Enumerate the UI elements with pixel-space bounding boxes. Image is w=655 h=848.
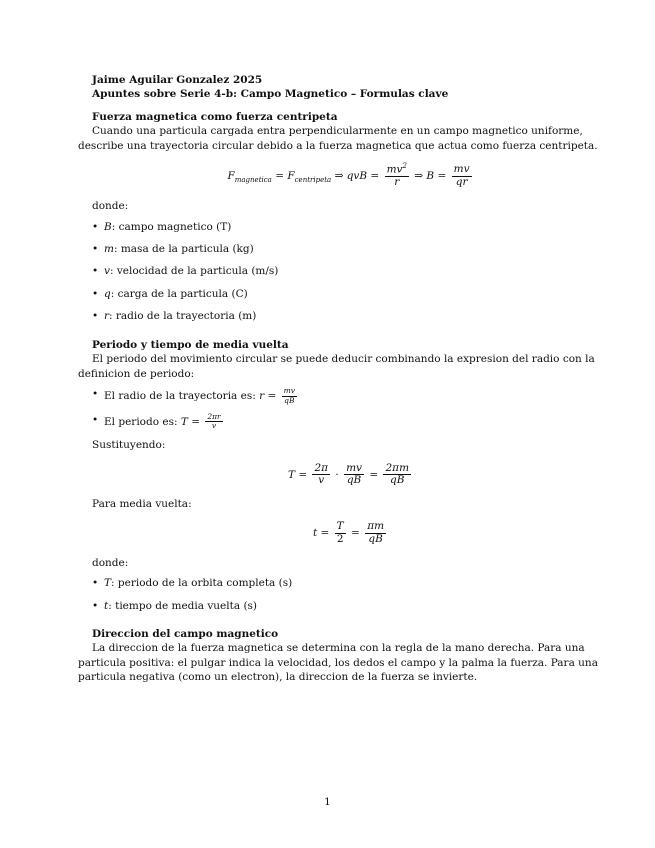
section3-body: La direccion de la fuerza magnetica se determina con la regla de la mano derecha. Para una particula positiva: el pulgar indica la velocidad, los dedos el campo y la palma la fuerza. Para una particula negativa (como un electron), la direccion de la fuerza se invierte. xyxy=(78,642,598,684)
definition-item: • B: campo magnetico (T) xyxy=(92,220,592,234)
substituting-label: Sustituyendo: xyxy=(92,439,166,452)
half-turn-label: Para media vuelta: xyxy=(92,497,192,510)
equation-period: T = $\frac{2\pi}{v}$ · $\frac{mv}{qB}$ = $\frac{2\pi m}{qB}$ xyxy=(287,461,410,487)
section1-intro: Cuando una particula cargada entra perpendicularmente en un campo magnetico uniforme, describe una trayectoria circular debido a la fuerza magnetica que actua como fuerza centripeta. xyxy=(78,125,598,152)
section2-intro: El periodo del movimiento circular se puede deducir combinando la expresion del radio con la definicion de periodo: xyxy=(78,353,595,380)
equation-centripetal: $F_{magnetica} = F_{centripeta}$ ⇒ qvB = $\frac{mv^2}{r}$ ⇒ B = $\frac{mv}{qr}$ xyxy=(227,162,470,189)
where-label-2: donde: xyxy=(92,556,129,569)
author-line: Jaime Aguilar Gonzalez 2025 xyxy=(92,74,263,86)
period-formula-item: • El periodo es: T = $\frac{2\pi r}{v}$ xyxy=(92,413,592,431)
definition-item: • t: tiempo de media vuelta (s) xyxy=(92,599,592,613)
definition-list-1 xyxy=(92,220,592,324)
where-label-1: donde: xyxy=(92,200,129,213)
formula-list xyxy=(92,387,592,430)
page-number: 1 xyxy=(324,796,331,808)
document-title: Apuntes sobre Serie 4-b: Campo Magnetico – Formulas clave xyxy=(92,88,449,101)
document-page xyxy=(78,73,598,685)
section-heading-centripetal: Fuerza magnetica como fuerza centripeta xyxy=(92,110,338,123)
definition-item: • r: radio de la trayectoria (m) xyxy=(92,309,592,323)
radius-formula-item: • El radio de la trayectoria es: r = $\frac{mv}{qB}$ xyxy=(92,387,592,405)
definition-item: • m: masa de la particula (kg) xyxy=(92,242,592,256)
definition-item: • T: periodo de la orbita completa (s) xyxy=(92,576,592,590)
equation-half-turn: t = $\frac{T}{2}$ = $\frac{\pi m}{qB}$ xyxy=(312,520,385,545)
section-heading-direction: Direccion del campo magnetico xyxy=(92,627,279,640)
section-heading-period: Periodo y tiempo de media vuelta xyxy=(92,338,289,351)
definition-item: • v: velocidad de la particula (m/s) xyxy=(92,264,592,278)
definition-item: • q: carga de la particula (C) xyxy=(92,287,592,301)
definition-list-2 xyxy=(92,576,592,613)
